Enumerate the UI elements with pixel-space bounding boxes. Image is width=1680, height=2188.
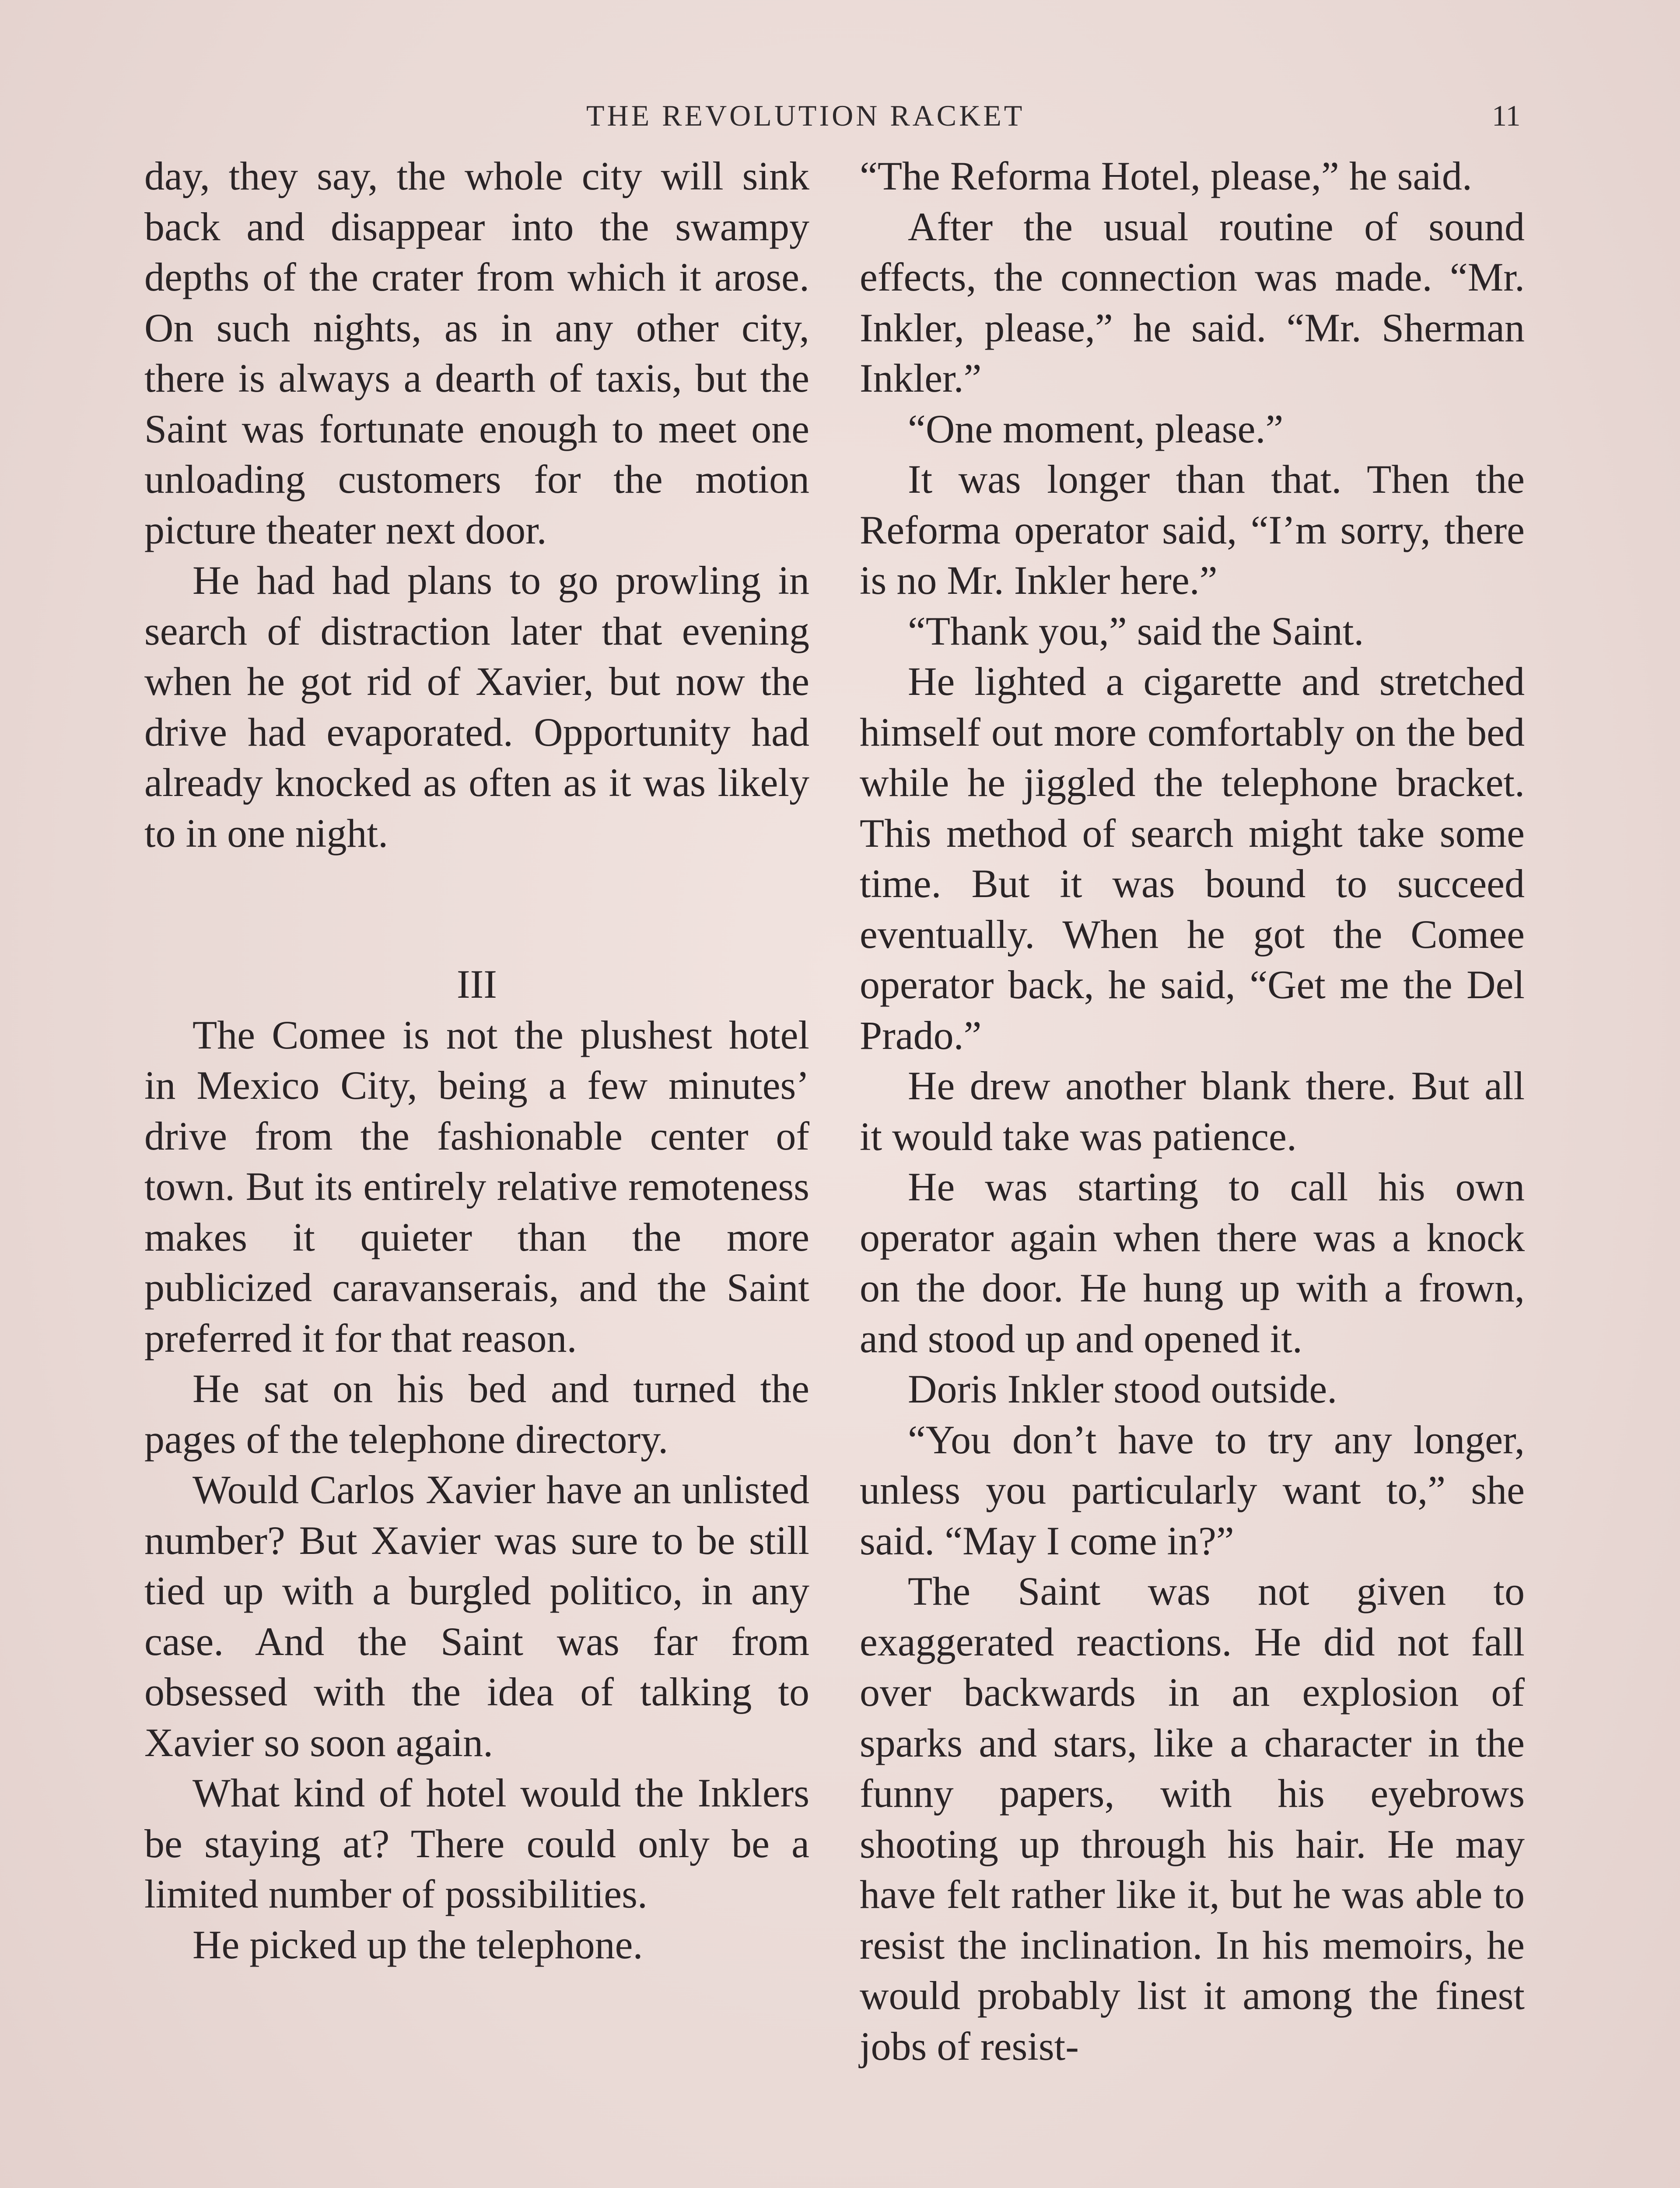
paragraph: Doris Inkler stood outside.	[908, 1367, 1337, 1411]
paragraph: day, they say, the whole city will sink back and disappear into the swampy depths of the crater from which it arose. On such nights, as in any other city, there is always a dearth of taxis, but the Saint was fortunate enough to meet one unloading customers for the motion picture theater next door.	[144, 154, 809, 552]
left-column	[144, 151, 809, 1970]
paragraph: It was longer than that. Then the Reforma operator said, “I’m sorry, there is no Mr. Inkler here.”	[860, 457, 1525, 603]
page-number: 11	[1492, 99, 1521, 132]
paragraph: The Comee is not the plushest hotel in Mexico City, being a few minutes’ drive from the fashionable center of town. But its entirely relative remoteness makes it quieter than the more publicized caravanserais, and the Saint preferred it for that reason.	[144, 1012, 809, 1360]
paragraph: After the usual routine of sound effects, the connection was made. “Mr. Inkler, please,” he said. “Mr. Sherman Inkler.”	[860, 204, 1525, 400]
paragraph: He picked up the telephone.	[192, 1922, 643, 1967]
paragraph: He had had plans to go prowling in search of distraction later that evening when he got rid of Xavier, but now the drive had evaporated. Opportunity had already knocked as often as it was likely to in one night.	[144, 558, 809, 856]
running-head: THE REVOLUTION RACKET	[586, 99, 1025, 132]
paragraph: “Thank you,” said the Saint.	[908, 608, 1364, 653]
paragraph: He lighted a cigarette and stretched himself out more comfortably on the bed while he jiggled the telephone bracket. This method of search might take some time. But it was bound to succeed eventually. When he got the Comee operator back, he said, “Get me the Del Prado.”	[860, 659, 1525, 1058]
paragraph: “One moment, please.”	[908, 406, 1284, 451]
paragraph: “You don’t have to try any longer, unless you particularly want to,” she said. “May I come in?”	[860, 1417, 1525, 1563]
paragraph: The Saint was not given to exaggerated reactions. He did not fall over backwards in an explosion of sparks and stars, like a character in the funny papers, with his eyebrows shooting up through his hair. He may have felt rather like it, but he was able to resist the inclination. In his memoirs, he would probably list it among the finest jobs of resist-	[860, 1569, 1525, 2069]
paragraph: He drew another blank there. But all it would take was patience.	[860, 1063, 1525, 1159]
right-column	[860, 151, 1525, 2072]
paragraph: “The Reforma Hotel, please,” he said.	[860, 154, 1472, 198]
paragraph: Would Carlos Xavier have an unlisted number? But Xavier was sure to be still tied up with a burgled politico, in any case. And the Saint was far from obsessed with the idea of talking to Xavier so soon again.	[144, 1467, 809, 1765]
paragraph: What kind of hotel would the Inklers be staying at? There could only be a limited number of possibilities.	[144, 1771, 809, 1916]
paragraph: He sat on his bed and turned the pages of the telephone directory.	[144, 1366, 809, 1462]
paragraph: He was starting to call his own operator again when there was a knock on the door. He hung up with a frown, and stood up and opened it.	[860, 1164, 1525, 1361]
section-heading: III	[457, 962, 497, 1006]
